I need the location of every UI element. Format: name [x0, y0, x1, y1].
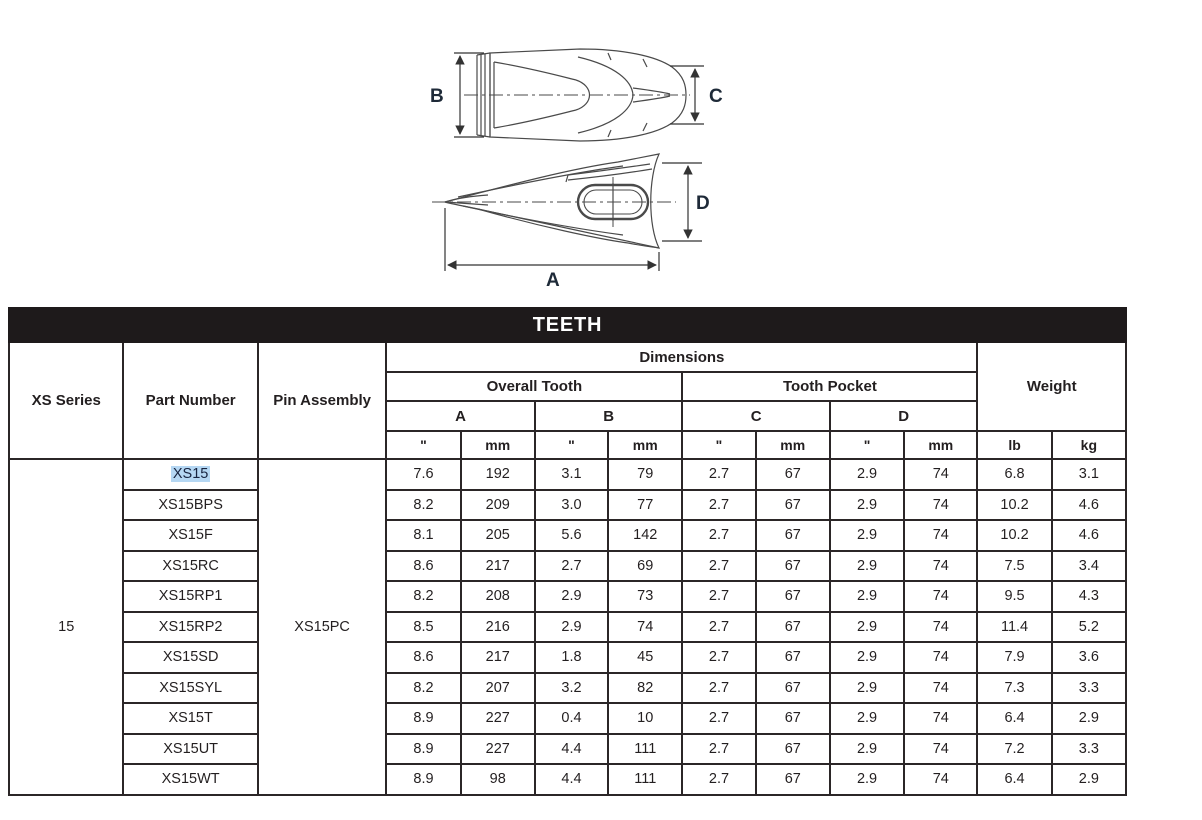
dimension-value-cell: 216: [461, 612, 535, 643]
dimension-value-cell: 142: [608, 520, 682, 551]
part-number-text[interactable]: XS15T: [168, 710, 213, 727]
dimension-value-cell: 8.9: [386, 703, 460, 734]
dimension-value-cell: 10.2: [977, 520, 1051, 551]
dimension-value-cell: 4.4: [535, 734, 608, 765]
dimension-value-cell: 2.7: [682, 520, 755, 551]
pin-assembly-cell: XS15PC: [258, 459, 386, 795]
dimension-value-cell: 4.4: [535, 764, 608, 795]
dimension-value-cell: 2.9: [535, 612, 608, 643]
part-number-cell: [123, 490, 257, 521]
dimension-value-cell: 2.9: [830, 673, 904, 704]
table-row: [9, 551, 1126, 582]
dimension-value-cell: 67: [756, 673, 830, 704]
dimension-value-cell: 67: [756, 612, 830, 643]
col-header-dim-a: A: [386, 401, 535, 431]
tooth-drawing-svg: [418, 36, 730, 294]
table-row: [9, 703, 1126, 734]
dimension-value-cell: 11.4: [977, 612, 1051, 643]
dimension-value-cell: 3.3: [1052, 734, 1126, 765]
dimension-value-cell: 2.9: [535, 581, 608, 612]
dimension-value-cell: 6.8: [977, 459, 1051, 490]
unit-header-inches: ": [386, 431, 460, 459]
dimension-label-a: A: [546, 270, 560, 291]
xs-series-cell: 15: [9, 459, 123, 795]
dimension-value-cell: 207: [461, 673, 535, 704]
part-number-text[interactable]: XS15UT: [163, 740, 219, 757]
dimension-value-cell: 2.9: [830, 612, 904, 643]
dimension-value-cell: 67: [756, 459, 830, 490]
dimension-value-cell: 205: [461, 520, 535, 551]
col-header-dim-c: C: [682, 401, 830, 431]
header-row-dimensions: [9, 342, 1126, 372]
part-number-text[interactable]: XS15WT: [161, 771, 220, 788]
dimension-value-cell: 98: [461, 764, 535, 795]
dimension-value-cell: 10: [608, 703, 682, 734]
unit-header-mm: mm: [904, 431, 977, 459]
part-number-cell: [123, 764, 257, 795]
dimension-label-d: D: [696, 193, 710, 214]
part-number-text[interactable]: XS15RP2: [158, 618, 223, 635]
dimension-value-cell: 217: [461, 551, 535, 582]
col-header-dimensions: Dimensions: [386, 342, 977, 372]
part-number-text[interactable]: XS15RP1: [158, 588, 223, 605]
dimension-value-cell: 7.9: [977, 642, 1051, 673]
table-row: [9, 581, 1126, 612]
col-header-dim-b: B: [535, 401, 683, 431]
part-number-text[interactable]: XS15BPS: [158, 496, 223, 513]
dimension-value-cell: 3.4: [1052, 551, 1126, 582]
table-row: [9, 520, 1126, 551]
dimension-value-cell: 2.7: [682, 581, 755, 612]
dimension-value-cell: 3.1: [535, 459, 608, 490]
dimension-value-cell: 2.9: [830, 459, 904, 490]
unit-header-lb: lb: [977, 431, 1051, 459]
dimension-value-cell: 2.9: [830, 490, 904, 521]
col-header-dim-d: D: [830, 401, 978, 431]
dimension-value-cell: 8.5: [386, 612, 460, 643]
dimension-value-cell: 5.6: [535, 520, 608, 551]
dimension-value-cell: 2.7: [682, 551, 755, 582]
dimension-value-cell: 2.7: [682, 703, 755, 734]
col-header-tooth-pocket: Tooth Pocket: [682, 372, 977, 401]
dimension-value-cell: 67: [756, 520, 830, 551]
dimension-value-cell: 192: [461, 459, 535, 490]
dimension-value-cell: 2.7: [535, 551, 608, 582]
dimension-value-cell: 74: [904, 551, 977, 582]
part-number-cell: [123, 520, 257, 551]
dimension-value-cell: 2.7: [682, 612, 755, 643]
dimension-value-cell: 9.5: [977, 581, 1051, 612]
dimension-value-cell: 2.9: [830, 581, 904, 612]
dimension-value-cell: 67: [756, 581, 830, 612]
side-view: [432, 154, 676, 248]
unit-header-kg: kg: [1052, 431, 1126, 459]
col-header-xs-series: XS Series: [9, 342, 123, 459]
dimension-value-cell: 6.4: [977, 703, 1051, 734]
col-header-pin-assembly: Pin Assembly: [258, 342, 386, 459]
dimension-value-cell: 67: [756, 764, 830, 795]
dimension-value-cell: 7.3: [977, 673, 1051, 704]
dimension-value-cell: 3.0: [535, 490, 608, 521]
table-row: [9, 490, 1126, 521]
part-number-cell: [123, 551, 257, 582]
part-number-text[interactable]: XS15F: [168, 527, 213, 544]
table-row: [9, 673, 1126, 704]
dimension-value-cell: 1.8: [535, 642, 608, 673]
dimension-value-cell: 209: [461, 490, 535, 521]
dimension-value-cell: 74: [904, 642, 977, 673]
dimension-value-cell: 74: [904, 581, 977, 612]
dimension-value-cell: 3.2: [535, 673, 608, 704]
part-number-text[interactable]: XS15SD: [162, 649, 219, 666]
part-number-cell: [123, 734, 257, 765]
dimension-value-cell: 67: [756, 734, 830, 765]
dimension-value-cell: 8.6: [386, 551, 460, 582]
dimension-value-cell: 2.7: [682, 642, 755, 673]
dimension-value-cell: 7.6: [386, 459, 460, 490]
col-header-weight: Weight: [977, 342, 1126, 431]
dimension-label-b: B: [430, 86, 444, 107]
table-title: TEETH: [9, 308, 1126, 342]
dimension-value-cell: 2.9: [830, 703, 904, 734]
dimension-value-cell: 2.9: [830, 734, 904, 765]
table-row: [9, 642, 1126, 673]
dimension-value-cell: 3.3: [1052, 673, 1126, 704]
dimension-value-cell: 8.9: [386, 734, 460, 765]
dimension-value-cell: 3.6: [1052, 642, 1126, 673]
unit-header-mm: mm: [608, 431, 682, 459]
dimension-value-cell: 69: [608, 551, 682, 582]
dimension-value-cell: 67: [756, 490, 830, 521]
dimension-value-cell: 208: [461, 581, 535, 612]
table-title-row: [9, 308, 1126, 342]
dimension-value-cell: 227: [461, 703, 535, 734]
dimension-value-cell: 2.9: [830, 520, 904, 551]
part-number-text[interactable]: XS15RC: [162, 557, 219, 574]
part-number-cell: [123, 459, 257, 490]
unit-header-mm: mm: [461, 431, 535, 459]
unit-header-mm: mm: [756, 431, 830, 459]
unit-header-inches: ": [682, 431, 755, 459]
dimension-value-cell: 2.9: [1052, 703, 1126, 734]
dimension-value-cell: 77: [608, 490, 682, 521]
part-number-cell: [123, 673, 257, 704]
dimension-value-cell: 227: [461, 734, 535, 765]
dimension-value-cell: 6.4: [977, 764, 1051, 795]
part-number-text-selected[interactable]: XS15: [172, 466, 209, 483]
dimension-value-cell: 74: [904, 673, 977, 704]
dimension-value-cell: 7.2: [977, 734, 1051, 765]
dimension-value-cell: 74: [904, 734, 977, 765]
dimension-value-cell: 8.2: [386, 490, 460, 521]
dimension-value-cell: 8.9: [386, 764, 460, 795]
col-header-overall-tooth: Overall Tooth: [386, 372, 682, 401]
tooth-technical-drawing: [418, 36, 730, 294]
dimension-a: [445, 208, 659, 271]
table-body: [9, 459, 1126, 795]
dimension-value-cell: 2.9: [1052, 764, 1126, 795]
dimension-value-cell: 8.1: [386, 520, 460, 551]
dimension-value-cell: 111: [608, 734, 682, 765]
dimension-value-cell: 2.7: [682, 490, 755, 521]
table-row: [9, 459, 1126, 490]
dimension-value-cell: 10.2: [977, 490, 1051, 521]
dimension-value-cell: 2.7: [682, 764, 755, 795]
dimension-value-cell: 111: [608, 764, 682, 795]
dimension-value-cell: 5.2: [1052, 612, 1126, 643]
dimension-value-cell: 74: [904, 490, 977, 521]
top-view: [464, 49, 690, 141]
dimension-value-cell: 74: [904, 764, 977, 795]
dimension-value-cell: 4.3: [1052, 581, 1126, 612]
dimension-value-cell: 73: [608, 581, 682, 612]
dimension-value-cell: 8.6: [386, 642, 460, 673]
dimension-value-cell: 4.6: [1052, 490, 1126, 521]
dimension-value-cell: 82: [608, 673, 682, 704]
dimension-value-cell: 74: [608, 612, 682, 643]
dimension-value-cell: 217: [461, 642, 535, 673]
dimension-value-cell: 67: [756, 551, 830, 582]
part-number-cell: [123, 612, 257, 643]
table-row: [9, 612, 1126, 643]
dimension-value-cell: 2.7: [682, 734, 755, 765]
dimension-value-cell: 67: [756, 642, 830, 673]
unit-header-inches: ": [535, 431, 608, 459]
part-number-cell: [123, 703, 257, 734]
dimension-value-cell: 45: [608, 642, 682, 673]
teeth-spec-table: [8, 307, 1127, 796]
dimension-value-cell: 0.4: [535, 703, 608, 734]
dimension-value-cell: 74: [904, 703, 977, 734]
dimension-value-cell: 67: [756, 703, 830, 734]
dimension-value-cell: 8.2: [386, 581, 460, 612]
col-header-part-number: Part Number: [123, 342, 257, 459]
dimension-value-cell: 2.9: [830, 642, 904, 673]
dimension-value-cell: 74: [904, 520, 977, 551]
dimension-value-cell: 2.7: [682, 673, 755, 704]
dimension-value-cell: 74: [904, 459, 977, 490]
dimension-value-cell: 2.9: [830, 551, 904, 582]
part-number-cell: [123, 581, 257, 612]
dimension-value-cell: 74: [904, 612, 977, 643]
dimension-value-cell: 2.7: [682, 459, 755, 490]
unit-header-inches: ": [830, 431, 904, 459]
dimension-value-cell: 7.5: [977, 551, 1051, 582]
dimension-value-cell: 4.6: [1052, 520, 1126, 551]
dimension-label-c: C: [709, 86, 723, 107]
table-row: [9, 764, 1126, 795]
part-number-text[interactable]: XS15SYL: [159, 679, 223, 696]
dimension-value-cell: 2.9: [830, 764, 904, 795]
dimension-value-cell: 8.2: [386, 673, 460, 704]
dimension-value-cell: 79: [608, 459, 682, 490]
part-number-cell: [123, 642, 257, 673]
table-row: [9, 734, 1126, 765]
dimension-value-cell: 3.1: [1052, 459, 1126, 490]
